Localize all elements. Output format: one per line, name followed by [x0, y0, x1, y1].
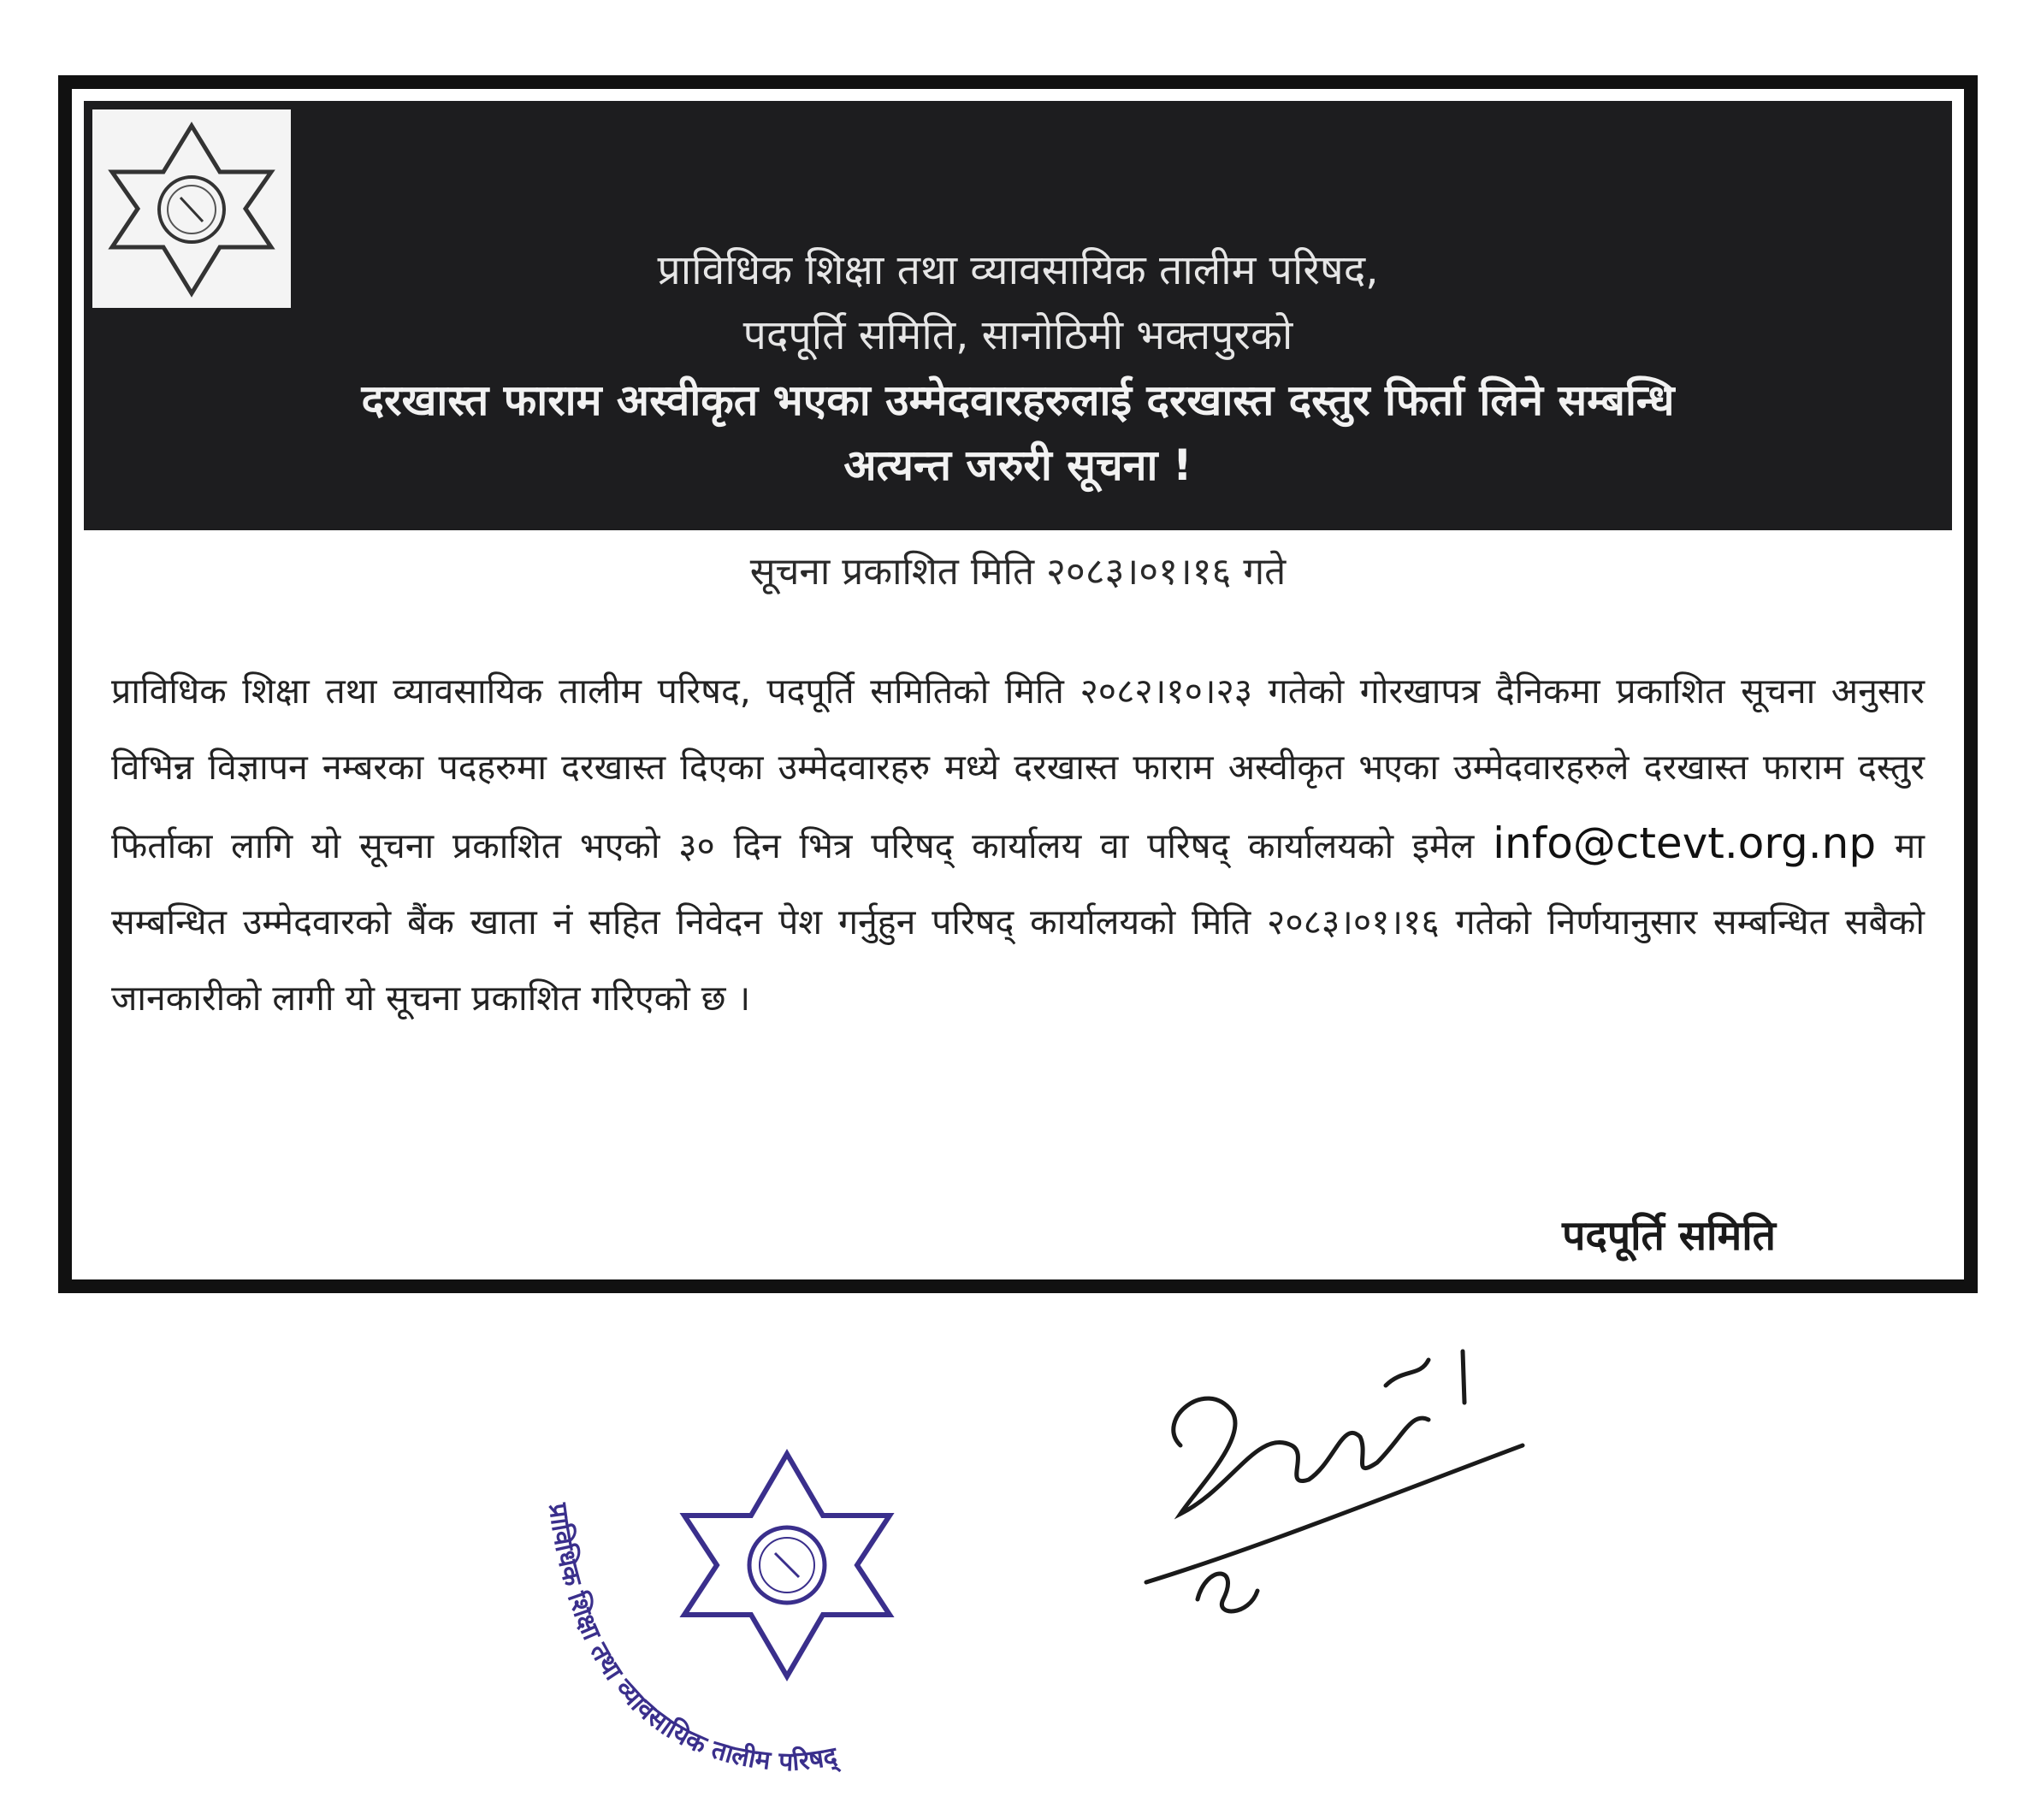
email-address: info@ctevt.org.np [1493, 818, 1877, 868]
official-seal [522, 1437, 1052, 1796]
seal-arc-text: प्राविधिक शिक्षा तथा व्यावसायिक तालीम परिषद् [542, 1501, 840, 1778]
body-text-part2: मा सम्बन्धित उम्मेदवारको बैंक खाता नं सहित निवेदन पेश गर्नुहुन परिषद् कार्यालयको मिति २०८३।०१।१६ गतेको निर्णयानुसार सम्बन्धित सबैको जानकारीको लागी यो सूचना प्रकाशित गरिएको छ । [111, 825, 1925, 1019]
header-org-name: प्राविधिक शिक्षा तथा व्यावसायिक तालीम परिषद, [657, 246, 1379, 294]
body-text-part1: प्राविधिक शिक्षा तथा व्यावसायिक तालीम परिषद, पदपूर्ति समितिको मिति २०८२।१०।२३ गतेको गोरखापत्र दैनिकमा प्रकाशित सूचना अनुसार विभिन्न विज्ञापन नम्बरका पदहरुमा दरखास्त दिएका उम्मेदवारहरु मध्ये दरखास्त फाराम अस्वीकृत भएका उम्मेदवारहरुले दरखास्त फाराम दस्तुर फिर्ताका लागि यो सूचना प्रकाशित भएको ३० दिन भित्र परिषद् कार्यालय वा परिषद् कार्यालयको इमेल [111, 671, 1925, 866]
notice-frame [58, 75, 1978, 1293]
header-subject: दरखास्त फाराम अस्वीकृत भएका उम्मेदवारहरुलाई दरखास्त दस्तुर फिर्ता लिने सम्बन्धि [361, 375, 1675, 425]
notice-body [111, 653, 1925, 1037]
header-committee-name: पदपूर्ति समिति, सानोठिमी भक्तपुरको [742, 311, 1293, 359]
handwritten-signature [1129, 1317, 1608, 1676]
header-urgent-notice: अत्यन्त जरुरी सूचना ! [843, 440, 1192, 490]
header-title-block [84, 238, 1952, 498]
published-date: सूचना प्रकाशित मिति २०८३।०१।१६ गते [749, 550, 1287, 594]
signatory-committee: पदपूर्ति समिति [1562, 1212, 1776, 1260]
signature-scribble-icon [1146, 1351, 1523, 1611]
seal-star-icon [684, 1454, 890, 1676]
notice-header [84, 101, 1952, 530]
